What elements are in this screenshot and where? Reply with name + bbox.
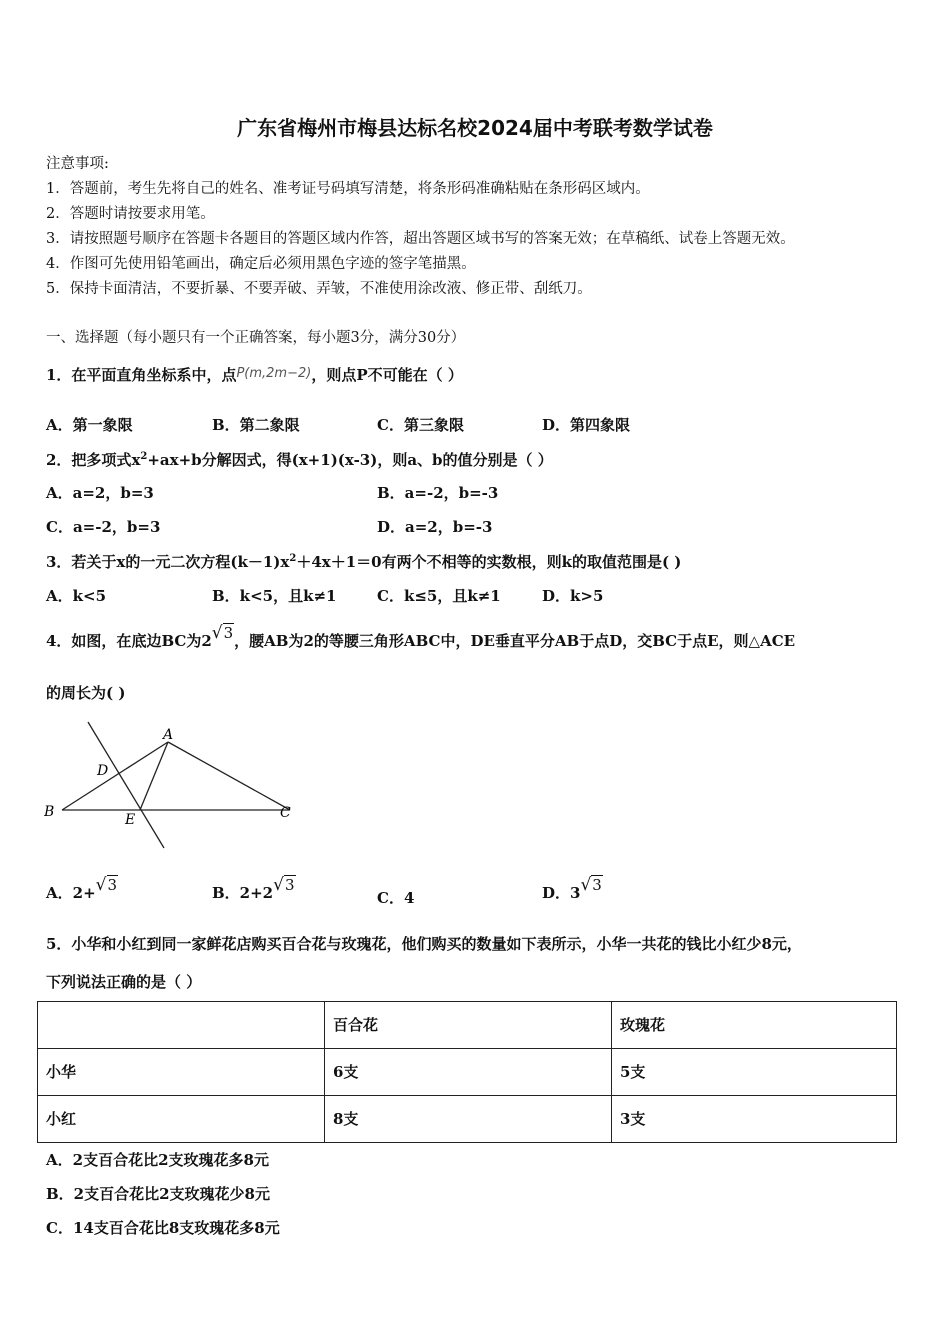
question-2-sup: 2 [140,451,148,462]
question-3-text-a: 3．若关于x的一元二次方程(k－1)x [46,553,290,571]
sqrt-symbol: √3 [95,875,118,895]
sqrt-symbol: √3 [273,875,295,895]
notice-item: 4．作图可先使用铅笔画出，确定后必须用黑色字迹的签字笔描黑。 [46,256,476,272]
q4-option-b-text: B．2+2 [212,884,274,902]
segment-ac [168,742,290,810]
label-d: D [97,763,109,779]
question-3-sup: 2 [289,553,297,564]
table-cell: 8支 [325,1096,612,1143]
question-5: 5．小华和小红到同一家鲜花店购买百合花与玫瑰花，他们购买的数量如下表所示，小华一共花的钱比小红少8元， [46,935,802,953]
question-4-line2: 的周长为( ) [46,684,126,702]
question-1-formula: P(m,2m−2) [236,366,312,381]
question-1 [46,364,463,385]
label-a: A [163,727,174,743]
table-cell: 小华 [38,1049,325,1096]
question-4 [46,623,796,651]
question-5-line2: 下列说法正确的是（ ） [46,973,202,991]
q1-option-b[interactable]: B．第二象限 [212,416,300,434]
sqrt-radicand: 3 [592,876,602,894]
q4-option-d-text: D．3 [542,884,581,902]
purchase-table [37,1001,897,1143]
q4-option-b[interactable] [212,875,296,903]
segment-ab [62,742,168,810]
table-cell: 6支 [325,1049,612,1096]
q4-option-c[interactable] [377,887,414,908]
table-cell: 3支 [612,1096,897,1143]
section-heading: 一、选择题（每小题只有一个正确答案，每小题3分，满分30分） [46,330,466,346]
notice-heading: 注意事项: [46,156,109,172]
question-2-text-a: 2．把多项式x [46,451,141,469]
sqrt-radicand: 3 [107,876,118,894]
triangle-figure [44,720,296,852]
sqrt-radicand: 3 [284,876,295,894]
question-4-text-a: 4．如图，在底边BC为2 [46,632,212,650]
table-header-cell [38,1002,325,1049]
table-header-cell: 玫瑰花 [612,1002,897,1049]
q2-option-c[interactable]: C．a=-2，b=3 [46,518,161,536]
question-2 [46,449,553,470]
table-header-row [38,1002,897,1049]
table-row [38,1049,897,1096]
q4-option-a[interactable] [46,875,118,903]
sqrt-symbol: √3 [580,875,602,895]
q5-option-b[interactable]: B．2支百合花比2支玫瑰花少8元 [46,1185,270,1203]
exam-title: 广东省梅州市梅县达标名校2024届中考联考数学试卷 [237,116,713,140]
notice-item: 5．保持卡面清洁，不要折暴、不要弄破、弄皱，不准使用涂改液、修正带、刮纸刀。 [46,281,592,297]
notice-item: 2．答题时请按要求用笔。 [46,206,215,222]
segment-ae [140,742,168,810]
q1-option-a[interactable]: A．第一象限 [46,416,133,434]
question-1-text-b: ，则点P不可能在（ ） [311,366,463,384]
perpendicular-bisector [88,722,164,848]
sqrt-radicand: 3 [223,624,234,642]
sqrt-symbol: √3 [211,623,234,643]
q4-option-c-text: C．4 [377,889,415,907]
question-4-text-b: ，腰AB为2的等腰三角形ABC中，DE垂直平分AB于点D，交BC于点E，则△ACE [234,632,796,650]
q3-option-c[interactable]: C．k≤5，且k≠1 [377,587,501,605]
label-b: B [44,804,55,820]
table-cell: 5支 [612,1049,897,1096]
label-c: C [280,805,291,821]
q4-option-a-text: A．2+ [46,884,96,902]
table-row [38,1096,897,1143]
label-e: E [125,812,136,828]
q1-option-d[interactable]: D．第四象限 [542,416,631,434]
q2-option-b[interactable]: B．a=-2，b=-3 [377,484,499,502]
question-2-text-b: +ax+b分解因式，得(x+1)(x-3)，则a、b的值分别是（ ） [147,451,553,469]
question-3-text-b: ＋4x＋1＝0有两个不相等的实数根，则k的取值范围是( ) [296,553,682,571]
question-3 [46,551,681,572]
table-cell: 小红 [38,1096,325,1143]
q3-option-a[interactable]: A．k<5 [46,587,107,605]
notice-item: 3．请按照题号顺序在答题卡各题目的答题区域内作答，超出答题区域书写的答案无效；在草稿纸、试卷上答题无效。 [46,231,795,247]
table-header-cell: 百合花 [325,1002,612,1049]
q4-option-d[interactable] [542,875,603,903]
q3-option-b[interactable]: B．k<5，且k≠1 [212,587,337,605]
notice-item: 1．答题前，考生先将自己的姓名、准考证号码填写清楚，将条形码准确粘贴在条形码区域内。 [46,181,650,197]
q1-option-c[interactable]: C．第三象限 [377,416,464,434]
q5-option-a[interactable]: A．2支百合花比2支玫瑰花多8元 [46,1151,269,1169]
question-1-text-a: 1．在平面直角坐标系中，点 [46,366,237,384]
q3-option-d[interactable]: D．k>5 [542,587,604,605]
q2-option-a[interactable]: A．a=2，b=3 [46,484,154,502]
q5-option-c[interactable]: C．14支百合花比8支玫瑰花多8元 [46,1219,280,1237]
q2-option-d[interactable]: D．a=2，b=-3 [377,518,493,536]
